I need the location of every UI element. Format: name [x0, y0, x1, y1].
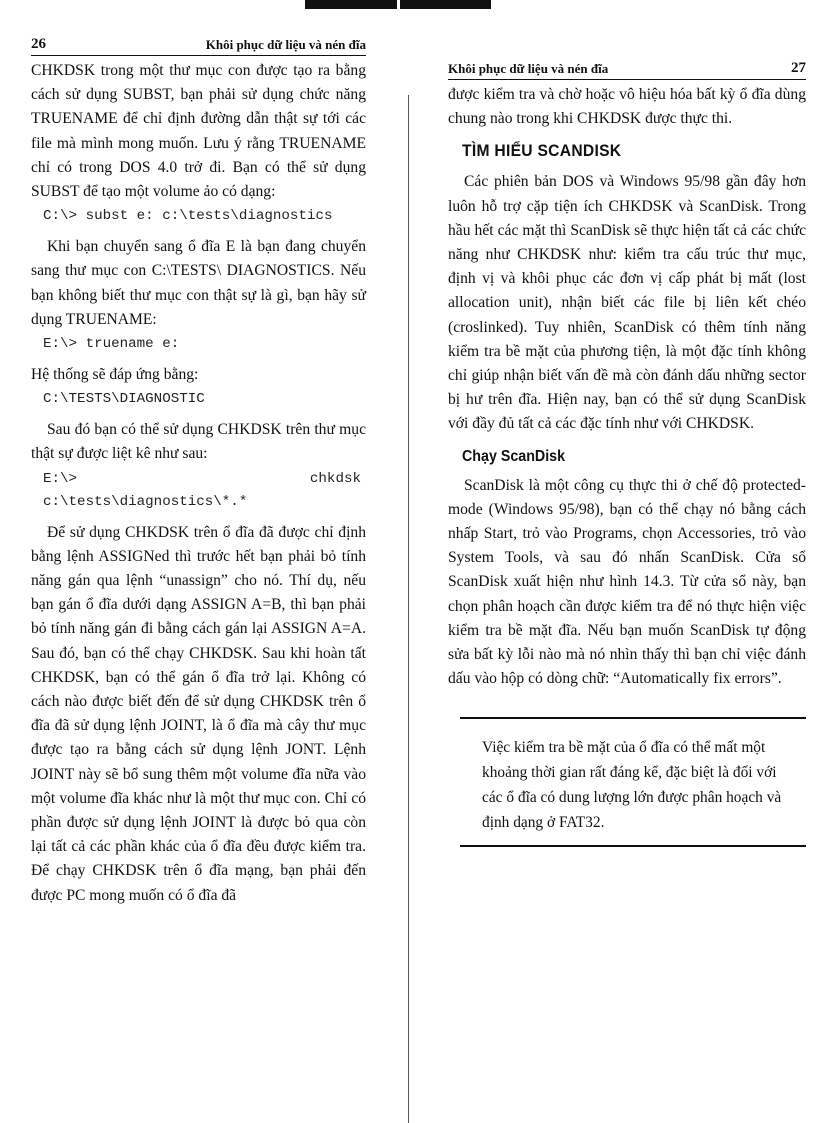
code-response: C:\TESTS\DIAGNOSTIC — [43, 391, 205, 408]
code-truename: E:\> truename e: — [43, 336, 180, 353]
right-paragraph-2: Các phiên bản DOS và Windows 95/98 gần đây hơn luôn hỗ trợ cặp tiện ích CHKDSK và ScanDisk. Trong hầu hết các mặt thì ScanDisk sẽ thực hiện tất cả các chức năng như CHKDSK như: kiểm tra cấu trúc thư mục, định vị và khôi phục các đơn vị cấp phát bị mất (lost allocation unit), nhận biết các file bị liên kết chéo (croslinked). Tuy nhiên, ScanDisk có thêm tính năng kiểm tra bề mặt của phương tiện, là một đặc tính không chỉ giúp nhận biết vấn đề mà còn đánh dấu những sector bị hư trên đĩa. Hiện nay, bạn có thể sử dụng ScanDisk với đầy đủ tất cả các đặc tính như với CHKDSK. — [448, 173, 806, 433]
right-page-number: 27 — [791, 60, 806, 76]
left-paragraph-2: Khi bạn chuyển sang ổ đĩa E là bạn đang chuyển sang thư mục con C:\TESTS\ DIAGNOSTICS. Nếu bạn không biết thư mục con thật sự là gì, bạn hãy sử dụng TRUENAME: — [31, 238, 366, 328]
code-chkdsk-line1 — [43, 468, 361, 491]
code-subst: C:\> subst e: c:\tests\diagnostics — [43, 208, 333, 225]
note-text: Việc kiểm tra bề mặt của ổ đĩa có thể mất một khoảng thời gian rất đáng kể, đặc biệt là đối với các ổ đĩa có dung lượng lớn được phân hoạch và định dạng ở FAT32. — [482, 739, 782, 832]
left-running-head — [31, 36, 366, 56]
code-command: chkdsk — [309, 470, 361, 487]
right-paragraph-1: được kiểm tra và chờ hoặc vô hiệu hóa bất kỳ ổ đĩa dùng chung nào trong khi CHKDSK được thực thi. — [448, 86, 806, 128]
left-paragraph-3: Hệ thống sẽ đáp ứng bằng: — [31, 366, 199, 384]
code-chkdsk-path: c:\tests\diagnostics\*.* — [43, 493, 248, 510]
note-box — [460, 717, 806, 847]
left-running-title: Khôi phục dữ liệu và nén đĩa — [205, 37, 366, 52]
left-page — [31, 36, 366, 908]
subsection-heading-run-scandisk: Chạy ScanDisk — [462, 447, 566, 465]
page-gutter-divider — [408, 95, 409, 1123]
left-page-number: 26 — [31, 36, 46, 52]
left-paragraph-5: Để sử dụng CHKDSK trên ổ đĩa đã được chỉ định bằng lệnh ASSIGNed thì trước hết bạn phải bỏ tính năng gán qua lệnh “unassign” cho nó. Thí dụ, nếu bạn gán ổ đĩa dưới dạng ASSIGN A=B, thì bạn phải bỏ tính năng gán đi bằng cách gán lại ASSIGN A=A. Sau đó, bạn có thể chạy CHKDSK. Sau khi hoàn tất CHKDSK, bạn có thể gán ổ đĩa trở lại. Không có cách nào được biết đến để sử dụng CHKDSK trên ổ đĩa đã sử dụng lệnh JOINT, là ổ đĩa mà cây thư mục được tạo ra bằng cách sử dụng lệnh JONT. Lệnh JOINT này sẽ bổ sung thêm một volume đĩa nữa vào một volume đĩa khác như là một thư mục con. Chỉ có phần được sử dụng lệnh JOINT là được bỏ qua còn lại tất cả các phần khác của ổ đĩa đều được kiểm tra. Để chạy CHKDSK trên ổ đĩa mạng, bạn phải đến được PC mong muốn có ổ đĩa đã — [31, 523, 366, 904]
right-running-head — [448, 60, 806, 80]
right-page — [448, 60, 806, 847]
right-paragraph-3: ScanDisk là một công cụ thực thi ở chế độ protected-mode (Windows 95/98), bạn có thể chạy nó bằng cách nhấp Start, trỏ vào Programs, chọn Accessories, trỏ vào System Tools, và sau đó nhấn ScanDisk. Cửa sổ ScanDisk xuất hiện như hình 14.3. Từ cửa sổ này, bạn chọn phân hoạch cần được kiểm tra để nó thực hiện việc kiểm tra bề mặt đĩa. Nếu bạn muốn ScanDisk tự động sửa bất kỳ lỗi nào mà nó nhìn thấy thì bạn chỉ việc đánh dấu vào hộp có dòng chữ: “Automatically fix errors”. — [448, 476, 806, 688]
code-prompt: E:\> — [43, 470, 78, 487]
right-running-title: Khôi phục dữ liệu và nén đĩa — [448, 61, 609, 76]
left-paragraph-4: Sau đó bạn có thể sử dụng CHKDSK trên thư mục thật sự được liệt kê như sau: — [31, 421, 366, 463]
top-binding-bar — [305, 0, 491, 9]
section-heading-scandisk: TÌM HIỂU SCANDISK — [462, 141, 622, 161]
left-paragraph-1: CHKDSK trong một thư mục con được tạo ra bằng cách sử dụng SUBST, bạn phải sử dụng chức năng TRUENAME để chỉ định đường dẫn thật sự tới các file mà mình mong muốn. Lưu ý rằng TRUENAME chỉ có trong DOS 4.0 trở đi. Bạn có thể sử dụng SUBST để tạo một volume ảo có dạng: — [31, 62, 366, 201]
